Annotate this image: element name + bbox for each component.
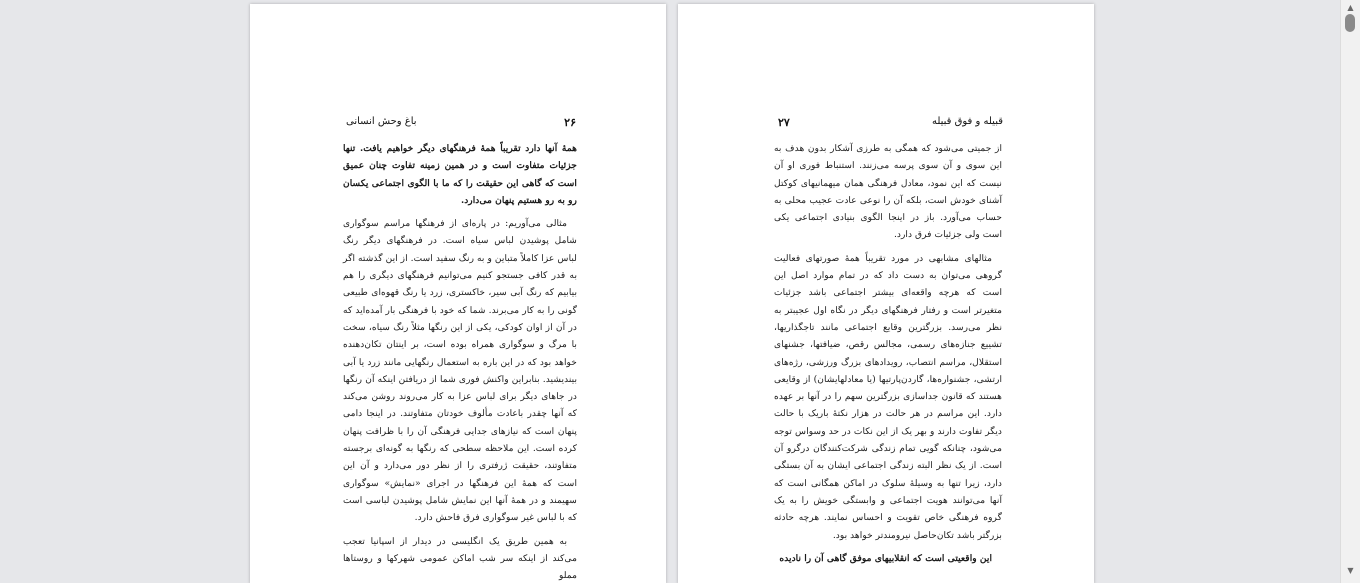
left-page-header bbox=[346, 116, 576, 129]
right-page-number: ۲۷ bbox=[778, 116, 790, 129]
right-running-title: قبیله و فوق قبیله bbox=[931, 116, 1003, 127]
page-26 bbox=[250, 4, 666, 583]
left-page-body bbox=[343, 140, 577, 583]
scroll-up-arrow-icon[interactable]: ▲ bbox=[1347, 3, 1354, 12]
left-paragraph-3: به همین طریق یک انگلیسی در دیدار از اسپانیا تعجب می‌کند از اینکه سر شب اماکن عمومی شهرکها و روستاها مملو bbox=[343, 535, 577, 582]
left-paragraph-2: مثالی می‌آوریم: در پاره‌ای از فرهنگها مراسم سوگواری شامل پوشیدن لباس سیاه است. در فرهنگهای دیگر رنگ لباس عزا کاملاً متباین و به رنگ سفید است. از این گذشته اگر به قدر کافی جستجو کنیم می‌توانیم فرهنگهای دیگری را هم بیابیم که رنگ آبی سیر، خاکستری، زرد یا رنگ قهوه‌ای طبیعی گونی را به کار می‌برند. شما که خود با فرهنگی بار آمده‌اید که در آن از اوان کودکی، یکی از این رنگها مثلاً رنگ سیاه، سخت با مرگ و سوگواری همراه بوده است، بر اینتان تکان‌دهنده خواهد بود که در این باره به استعمال رنگهایی مانند زرد یا آبی بیندیشید. بنابراین واکنش فوری شما از دریافتن اینکه آن رنگها در جاهای دیگر برای لباس عزا به کار می‌روند روشن می‌کند که آنها چقدر باعادت مألوف خودتان متفاوتند. در اینجا دامی پنهان است که نیازهای جدایی فرهنگی آن را با ظرافت پنهان کرده است. این ملاحظه سطحی که رنگها به گونه‌ای برجسته متفاوتند، حقیقت ژرفتری را از نظر دور می‌دارد و آن این است که همهٔ این فرهنگها در اجرای «نمایش» سوگواری سهیمند و در همهٔ آنها این نمایش شامل پوشیدن لباسی است که با لباس غیر سوگواری فرق فاحش دارد. bbox=[343, 218, 577, 524]
vertical-scrollbar[interactable] bbox=[1340, 0, 1360, 583]
page-27 bbox=[678, 4, 1094, 583]
left-page-number: ۲۶ bbox=[564, 116, 576, 129]
right-page-header bbox=[778, 116, 1003, 129]
right-paragraph-3: این واقعیتی است که انقلابیهای موفق گاهی آن را نادیده bbox=[779, 552, 992, 564]
scroll-thumb[interactable] bbox=[1345, 14, 1355, 32]
left-paragraph-1: همهٔ آنها دارد تقریباً همهٔ فرهنگهای دیگر خواهیم یافت. تنها جزئیات متفاوت است و در همین زمینه تفاوت چنان عمیق است که گاهی این حقیقت را که ما با الگوی اجتماعی یکسان رو به رو هستیم پنهان می‌دارد. bbox=[343, 143, 577, 206]
right-paragraph-1: از جمیتی می‌شود که همگی به طرزی آشکار بدون هدف به این سوی و آن سوی پرسه می‌زنند. استنباط فوری او آن نیست که این نمود، معادل فرهنگی همان میهمانیهای کوکتل آشنای خودش است، بلکه آن را نوعی عادت عجیب محلی به حساب می‌آورد. باز در اینجا الگوی بنیادی اجتماعی یکی است ولی جزئیات فرق دارد. bbox=[774, 143, 1002, 241]
left-running-title: باغ وحش انسانی bbox=[346, 116, 417, 127]
right-page-body bbox=[774, 140, 1002, 573]
right-paragraph-2: مثالهای مشابهی در مورد تقریباً همهٔ صورتهای فعالیت گروهی می‌توان به دست داد که در تمام موارد اصل این است که هرچه واقعه‌ای بیشتر اجتماعی باشد جزئیات متغیرتر است و رفتار فرهنگهای دیگر در نگاه اول عجیبتر به نظر می‌رسد. بزرگترین وقایع اجتماعی مانند تاجگذاریها، تشییع جنازه‌های رسمی، مجالس رقص، ضیافتها، جشنهای استقلال، مراسم انتصاب، رویدادهای بزرگ ورزشی، رژه‌های ارتشی، جشنواره‌ها، گاردن‌پارتیها (یا معادلهایشان) از وقایعی هستند که قانون جداسازی بزرگترین سهم را در آنها بر عهده دارد. این مراسم در هر حالت در هزار نکتهٔ باریک با حالت دیگر تفاوت دارند و بهر یک از این نکات در حد وسواس توجه می‌شود، چنانکه گویی تمام زندگی شرکت‌کنندگان درگرو آن است. از یک نظر البته زندگی اجتماعی ایشان به آن بستگی دارد، زیرا تنها به وسیلهٔ سلوک در اماکن همگانی است که آنها می‌توانند هویت اجتماعی و وابستگی خویش را به یک گروه فرهنگی خاص تقویت و احساس نمایند. هرچه حادثه بزرگتر باشد تکان‌حاصل نیرومندتر خواهد بود. bbox=[774, 252, 1002, 541]
scroll-down-arrow-icon[interactable]: ▼ bbox=[1347, 566, 1354, 575]
